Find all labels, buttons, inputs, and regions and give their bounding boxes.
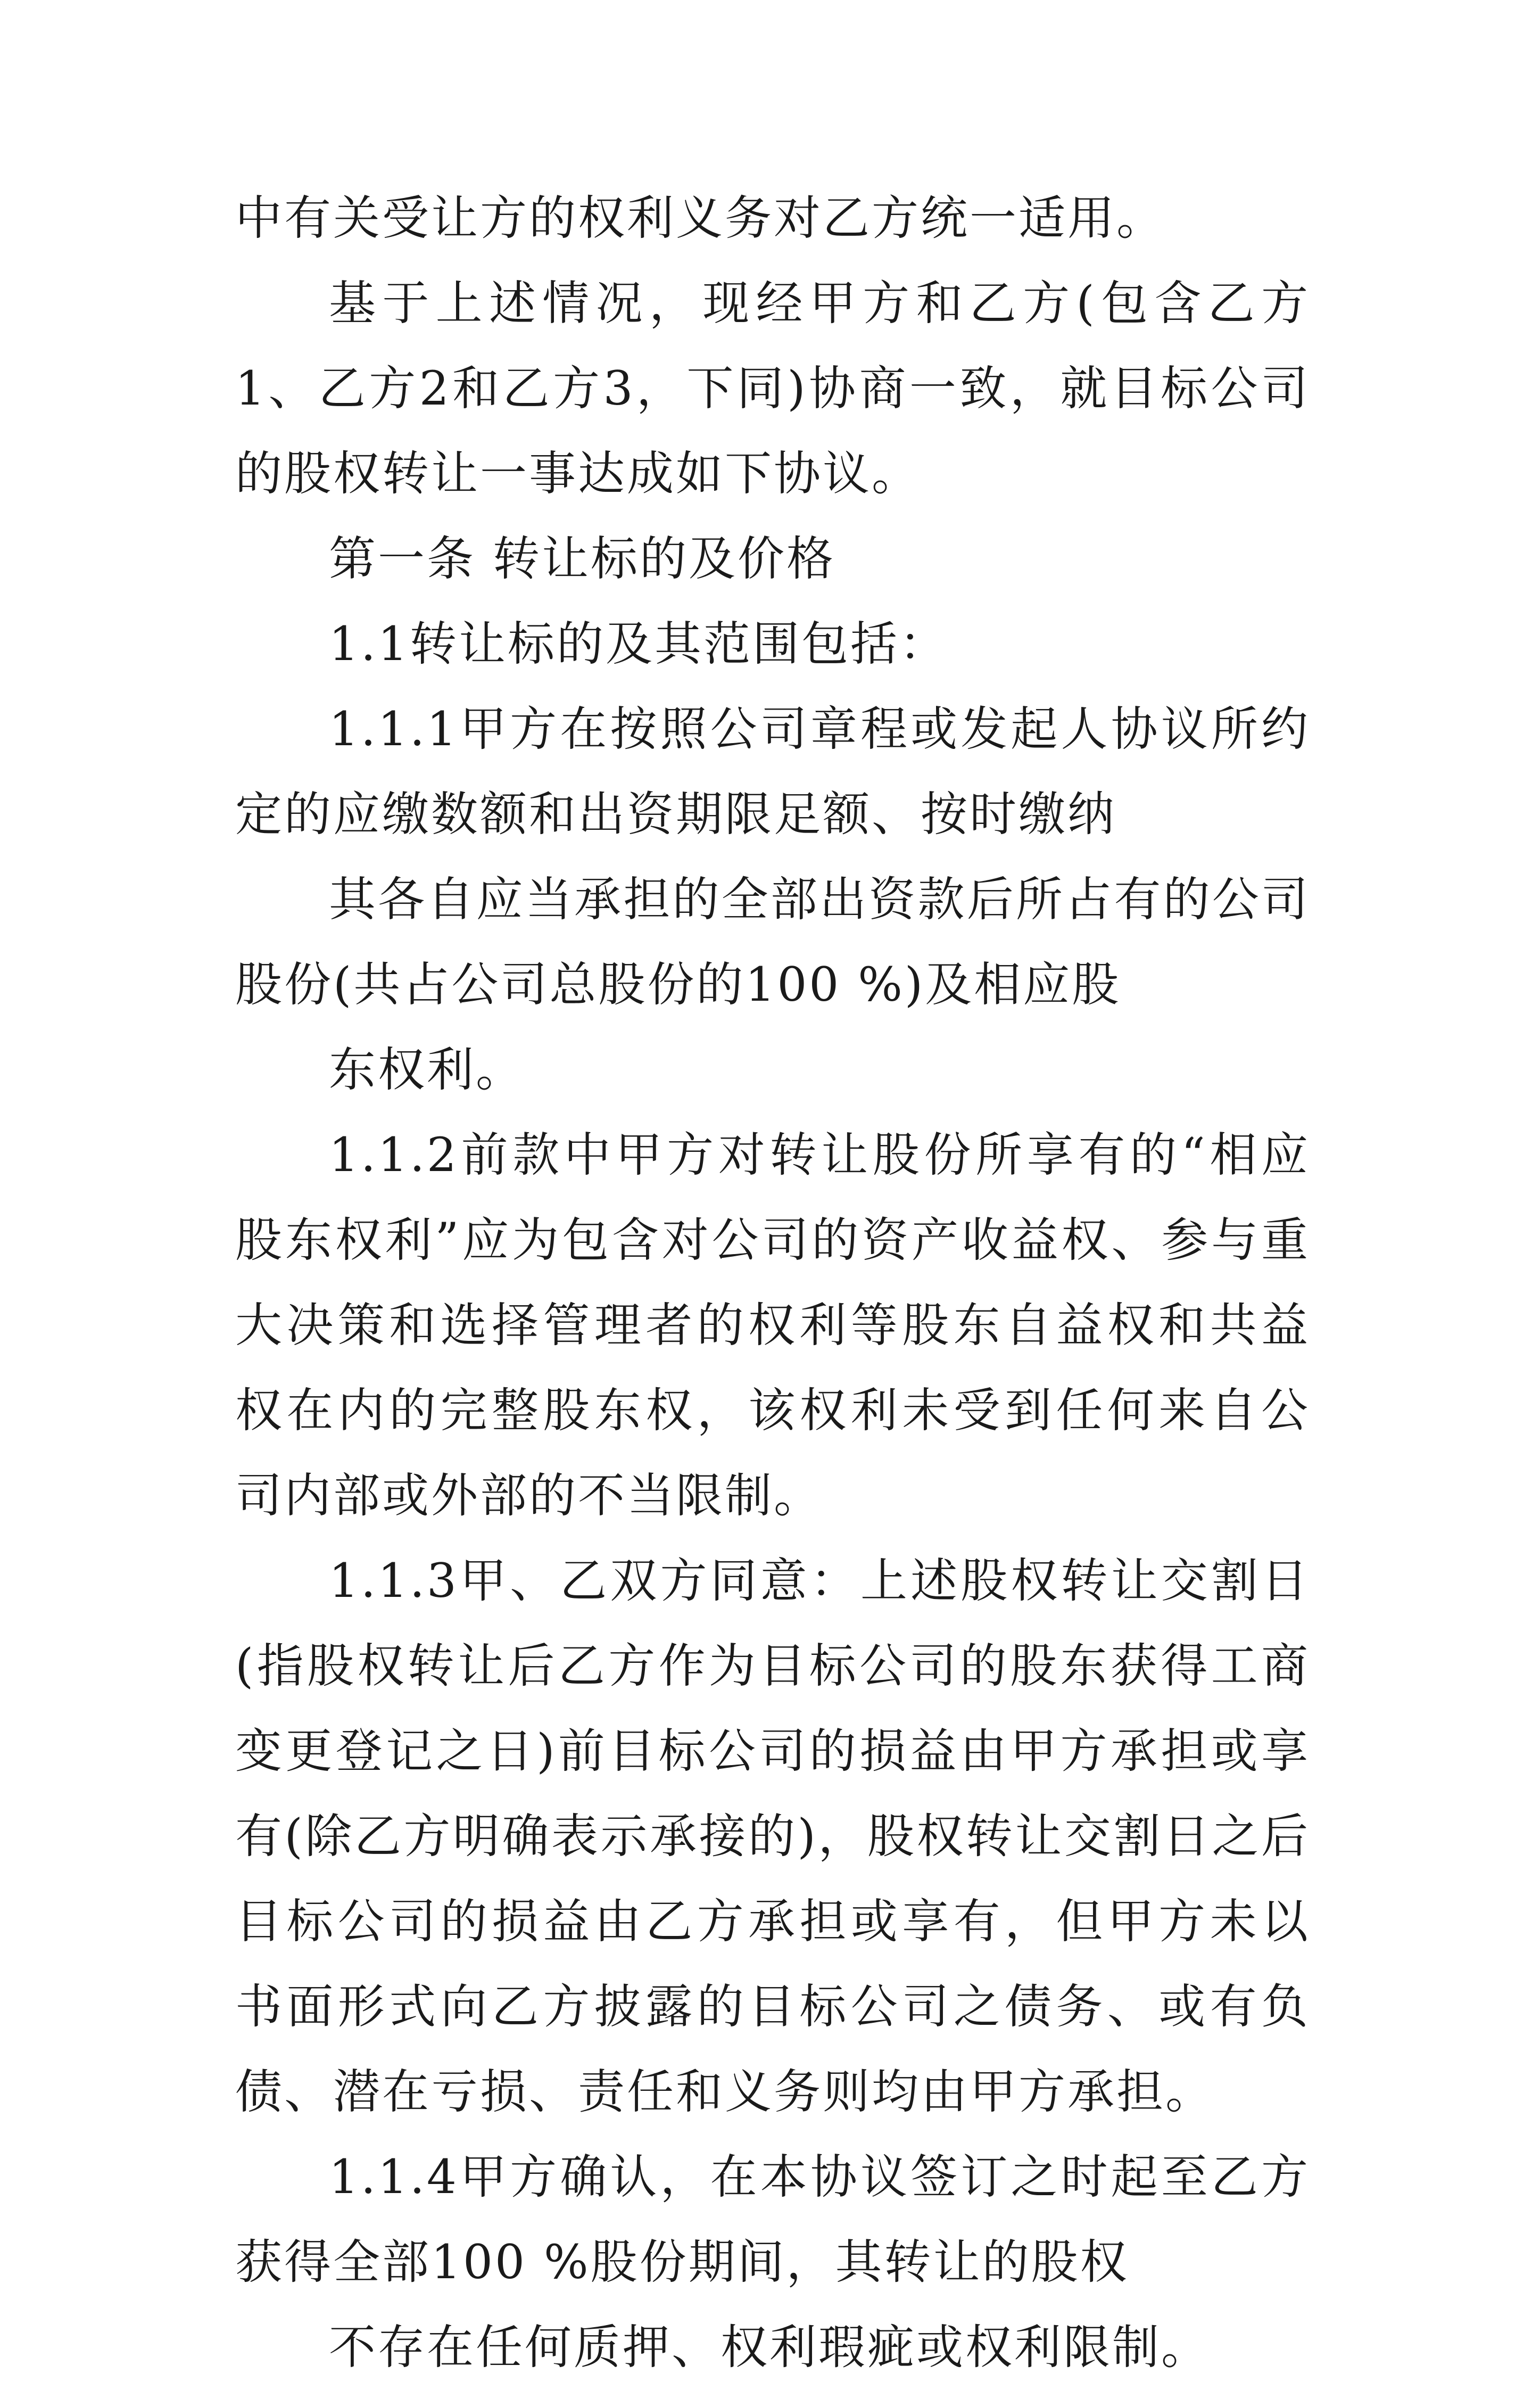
document-body (235, 176, 1310, 2390)
clause-1-1-4-end: 不存在任何质押、权利瑕疵或权利限制。 (329, 2320, 1211, 2375)
clause-1-1-3: 1.1.3甲、乙双方同意：上述股权转让交割日(指股权转让后乙方作为目标公司的股东获得工商变更登记之日)前目标公司的损益由甲方承担或享有(除乙方明确表示承接的)，股权转让交割日之后目标公司的损益由乙方承担或享有，但甲方未以书面形式向乙方披露的目标公司之债务、或有负债、潜在亏损、责任和义务则均由甲方承担。 (235, 1553, 1310, 2119)
clause-1-1: 1.1转让标的及其范围包括： (329, 616, 948, 671)
clause-1-1-1: 1.1.1甲方在按照公司章程或发起人协议所约定的应缴数额和出资期限足额、按时缴纳 (235, 702, 1310, 842)
clause-1-1-4: 1.1.4甲方确认，在本协议签订之时起至乙方获得全部100 %股份期间，其转让的股权 (235, 2149, 1310, 2289)
paragraph-continuation: 中有关受让方的权利义务对乙方统一适用。 (235, 191, 1166, 245)
paragraph-preamble: 基于上述情况，现经甲方和乙方(包含乙方1、乙方2和乙方3，下同)协商一致，就目标公司的股权转让一事达成如下协议。 (235, 276, 1310, 501)
clause-1-1-1-continued: 其各自应当承担的全部出资款后所占有的公司股份(共占公司总股份的100 %)及相应股 (235, 872, 1310, 1012)
clause-1-1-1-end: 东权利。 (329, 1042, 525, 1097)
clause-1-1-2: 1.1.2前款中甲方对转让股份所享有的“相应股东权利”应为包含对公司的资产收益权、参与重大决策和选择管理者的权利等股东自益权和共益权在内的完整股东权，该权利未受到任何来自公司内部或外部的不当限制。 (235, 1127, 1310, 1523)
article-heading: 第一条 转让标的及价格 (329, 531, 835, 586)
